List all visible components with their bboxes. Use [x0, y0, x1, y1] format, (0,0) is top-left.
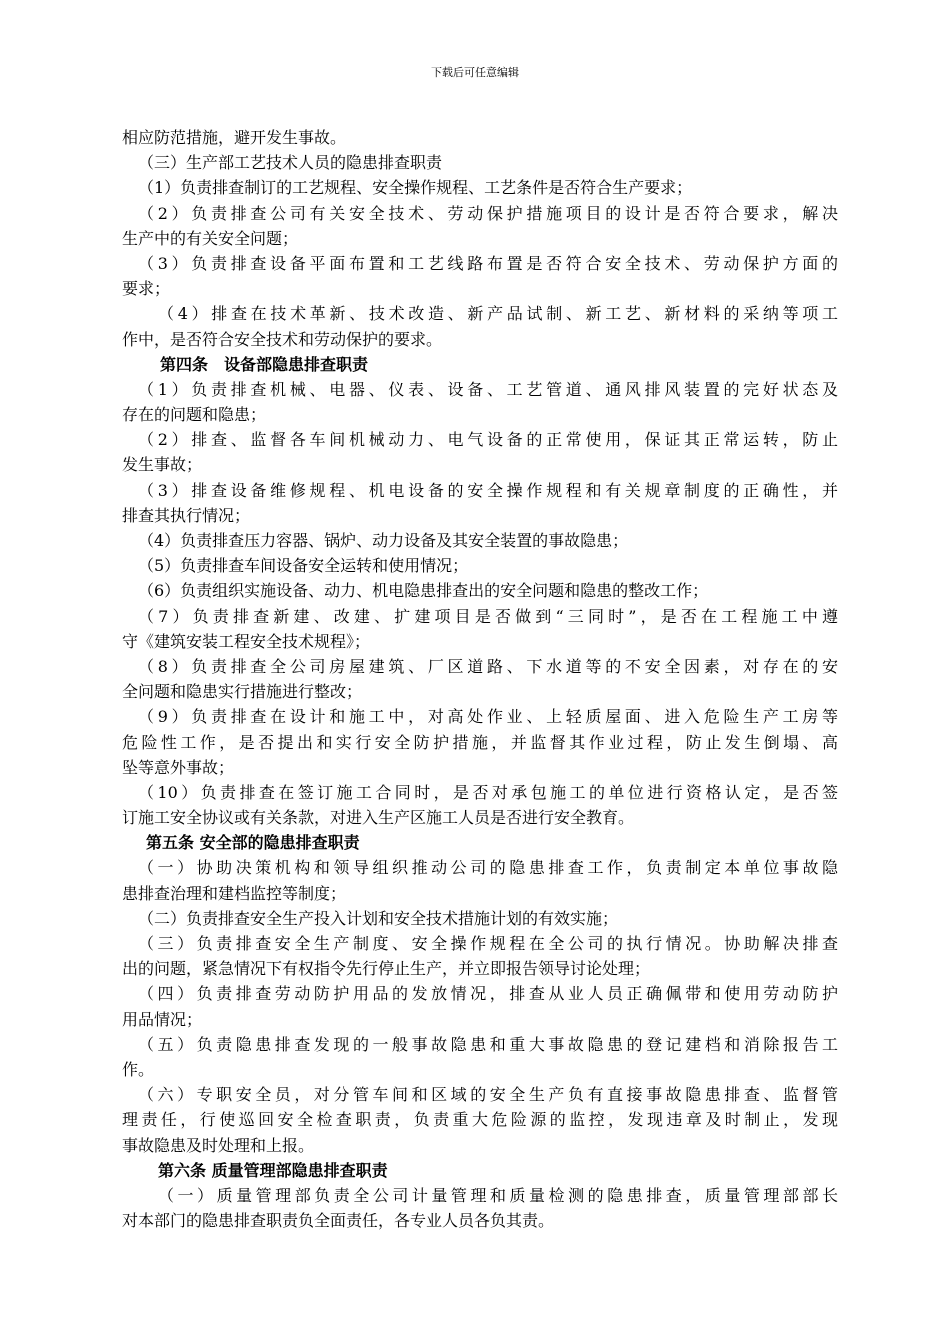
text-line: 事故隐患及时处理和上报。 — [122, 1135, 315, 1155]
text-line: （1）负责排查机械、电器、仪表、设备、工艺管道、通风排风装置的完好状态及 — [138, 379, 838, 399]
text-line: 生产中的有关安全问题； — [122, 228, 299, 248]
text-line: 发生事故； — [122, 455, 203, 475]
text-line: （一）协助决策机构和领导组织推动公司的隐患排查工作，负责制定本单位事故隐 — [138, 858, 838, 878]
text-line: 存在的问题和隐患； — [122, 405, 267, 425]
text-line: （四）负责排查劳动防护用品的发放情况，排查从业人员正确佩带和使用劳动防护 — [138, 984, 838, 1004]
text-line: 守《建筑安装工程安全技术规程》； — [122, 631, 371, 651]
page-header-note: 下载后可任意编辑 — [431, 66, 519, 79]
text-line: （1）负责排查制订的工艺规程、安全操作规程、工艺条件是否符合生产要求； — [138, 178, 693, 198]
section-heading: 第六条 质量管理部隐患排查职责 — [158, 1160, 388, 1180]
text-line: 作。 — [122, 1059, 155, 1079]
text-line: （9）负责排查在设计和施工中，对高处作业、上轻质屋面、进入危险生产工房等 — [138, 707, 838, 727]
text-line: 出的问题，紧急情况下有权指令先行停止生产，并立即报告领导讨论处理； — [122, 959, 651, 979]
text-line: （6）负责组织实施设备、动力、机电隐患排查出的安全问题和隐患的整改工作； — [138, 581, 709, 601]
text-line: 患排查治理和建档监控等制度； — [122, 883, 347, 903]
text-line: （4）排查在技术革新、技术改造、新产品试制、新工艺、新材料的采纳等项工 — [158, 304, 838, 324]
text-line: （五）负责隐患排查发现的一般事故隐患和重大事故隐患的登记建档和消除报告工 — [138, 1034, 838, 1054]
document-body — [122, 125, 838, 1233]
text-line: 相应防范措施，避开发生事故。 — [122, 128, 347, 147]
text-line: （3）负责排查设备平面布置和工艺线路布置是否符合安全技术、劳动保护方面的 — [138, 253, 838, 273]
text-line: （一）质量管理部负责全公司计量管理和质量检测的隐患排查，质量管理部部长 — [158, 1185, 838, 1205]
text-line: （10）负责排查在签订施工合同时，是否对承包施工的单位进行资格认定，是否签 — [138, 782, 838, 802]
text-line: （5）负责排查车间设备安全运转和使用情况； — [138, 556, 469, 576]
text-line: （六）专职安全员，对分管车间和区域的安全生产负有直接事故隐患排查、监督管 — [138, 1085, 838, 1105]
text-line: 坠等意外事故； — [122, 757, 235, 777]
text-line: 全问题和隐患实行措施进行整改； — [122, 682, 363, 702]
text-line: 要求； — [122, 279, 171, 299]
text-line: （三）负责排查安全生产制度、安全操作规程在全公司的执行情况。协助解决排查 — [138, 934, 838, 953]
text-line: （三）生产部工艺技术人员的隐患排查职责 — [138, 153, 443, 173]
text-line: （7）负责排查新建、改建、扩建项目是否做到“三同时”，是否在工程施工中遵 — [138, 606, 838, 626]
text-line: （3）排查设备维修规程、机电设备的安全操作规程和有关规章制度的正确性，并 — [138, 480, 838, 500]
section-heading: 第五条 安全部的隐患排查职责 — [146, 833, 360, 853]
text-line: 排查其执行情况； — [122, 505, 251, 525]
text-line: 订施工安全协议或有关条款，对进入生产区施工人员是否进行安全教育。 — [122, 808, 635, 828]
text-line: 理责任，行使巡回安全检查职责，负责重大危险源的监控，发现违章及时制止，发现 — [122, 1110, 838, 1130]
text-line: 对本部门的隐患排查职责负全面责任，各专业人员各负其责。 — [122, 1211, 555, 1231]
text-line: （4）负责排查压力容器、锅炉、动力设备及其安全装置的事故隐患； — [138, 531, 629, 550]
text-line: 作中，是否符合安全技术和劳动保护的要求。 — [122, 329, 443, 349]
text-line: （2）排查、监督各车间机械动力、电气设备的正常使用，保证其正常运转，防止 — [138, 430, 838, 450]
text-line: 危险性工作，是否提出和实行安全防护措施，并监督其作业过程，防止发生倒塌、高 — [122, 732, 838, 752]
text-line: 用品情况； — [122, 1009, 203, 1029]
section-heading: 第四条 设备部隐患排查职责 — [160, 354, 369, 374]
text-line: （8）负责排查全公司房屋建筑、厂区道路、下水道等的不安全因素，对存在的安 — [138, 656, 838, 676]
text-line: （二）负责排查安全生产投入计划和安全技术措施计划的有效实施； — [138, 908, 619, 928]
text-line: （2）负责排查公司有关安全技术、劳动保护措施项目的设计是否符合要求，解决 — [138, 203, 838, 223]
